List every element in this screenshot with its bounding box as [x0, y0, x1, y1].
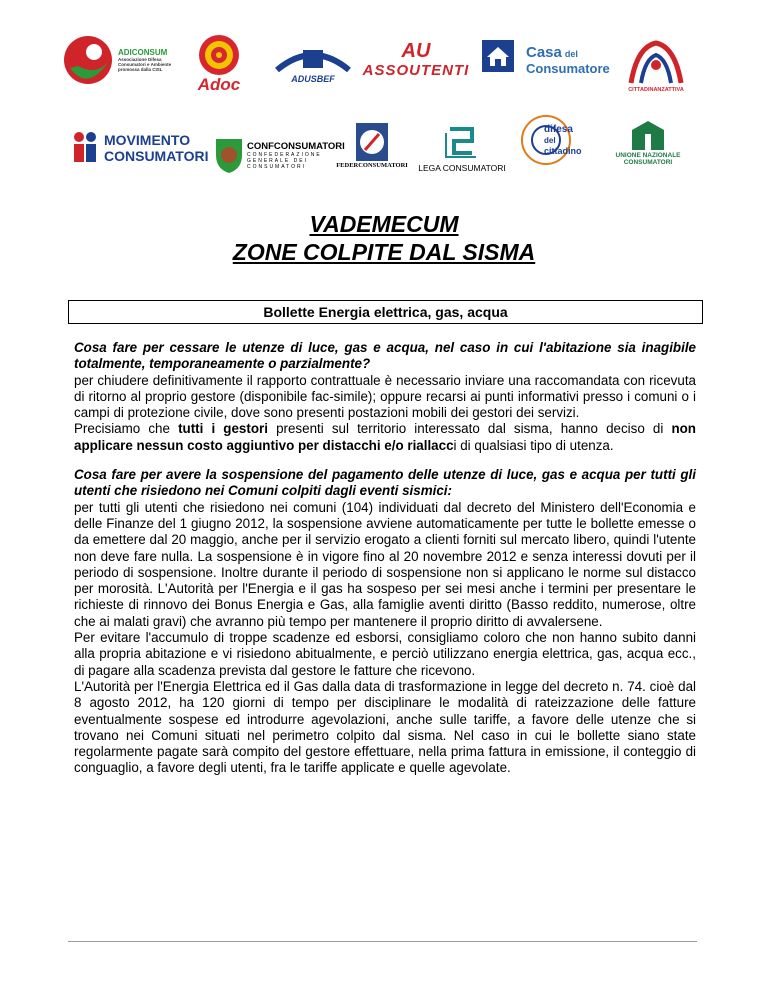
lega-consumatori-icon — [442, 123, 482, 163]
answer-2-paragraph-3: L'Autorità per l'Energia Elettrica ed il Gas dalla data di trasformazione in legge del decreto n. 74. cioè dal 8 agosto 2012, ha 120 giorni di tempo per disciplinare le modalità di rateizzazione delle fatture eventualmente sospese ed introdurre agevolazioni, anche sulle tariffe, a favore delle utenze che si trovano nei Comuni situati nel perimetro colpito dal sisma. Nel caso in cui le bollette siano state regolarmente pagate sarà compito del gestore effettuare, nella prima fattura in emissione, il conteggio di conguaglio, a favore degli utenti, fra le tariffe applicate e quelle agevolate. — [74, 678, 696, 776]
federconsumatori-compass-icon — [355, 122, 389, 162]
difesa-line1: difesa — [544, 124, 573, 135]
footer-rule — [68, 941, 697, 942]
answer-1-paragraph-2 — [74, 421, 696, 454]
difesa-line2: del — [544, 136, 556, 145]
confconsumatori-line1: CONFCONSUMATORI — [247, 140, 345, 152]
assoutenti-name: ASSOUTENTI — [362, 61, 470, 79]
difesa-cittadino-logo — [516, 108, 592, 178]
unc-logo — [598, 110, 698, 176]
movimento-line1: MOVIMENTO — [104, 132, 191, 148]
answer2-part-c: presenti sul territorio interessato dal sisma, hanno deciso di — [267, 421, 672, 437]
cittadinanzattiva-icon — [627, 37, 685, 87]
house-icon — [481, 39, 515, 73]
lega-consumatori-name: LEGA CONSUMATORI — [418, 163, 506, 173]
cittadinanzattiva-name: CITTADINANZATTIVA — [628, 87, 684, 93]
casa-consumatore-logo — [526, 42, 612, 78]
section-header: Bollette Energia elettrica, gas, acqua — [68, 300, 703, 324]
confconsumatori-line2: CONFEDERAZIONE — [247, 151, 322, 158]
difesa-line3: cittadino — [544, 146, 582, 156]
answer2-part-d: non applicare nessun costo aggiuntivo per distacchi e/o riallacc — [74, 421, 696, 453]
movimento-line2: CONSUMATORI — [104, 148, 209, 164]
adiconsum-mark — [60, 32, 116, 88]
movimento-consumatori-logo — [70, 126, 210, 170]
adiconsum-sub2: Consumatori e Ambiente — [118, 62, 172, 67]
title-line2: ZONE COLPITE DAL SISMA — [232, 239, 536, 265]
federconsumatori-name: FEDERCONSUMATORI — [336, 161, 408, 169]
confconsumatori-line4: CONSUMATORI — [247, 163, 307, 170]
assoutenti-au: AU — [401, 39, 431, 62]
answer-2-paragraph-2: Per evitare l'accumulo di troppe scadenze ed esborsi, consigliamo coloro che non hanno subito danni alla propria abitazione e vi risiedono abitualmente, e perciò utilizzano energia elettrica, gas, acqua ecc., di pagare alla scadenza prevista dal gestore le fatture che ricevono. — [74, 630, 696, 678]
confconsumatori-logo — [214, 130, 345, 180]
title-line1: VADEMECUM — [309, 211, 459, 237]
adoc-sun-icon — [195, 33, 243, 77]
cittadinanzattiva-logo — [618, 30, 694, 100]
adiconsum-sub1: Associazione Difesa — [118, 57, 162, 62]
adoc-name: Adoc — [197, 75, 241, 94]
adusbef-name: ADUSBEF — [291, 74, 335, 84]
answer2-part-b: tutti i gestori — [178, 421, 268, 437]
adusbef-shield-icon — [273, 40, 353, 74]
confconsumatori-shield-icon — [214, 135, 244, 175]
question-1: Cosa fare per cessare le utenze di luce, gas e acqua, nel caso in cui l'abitazione sia inagibile totalmente, temporaneamente o parzialmente? — [74, 340, 696, 372]
adusbef-logo — [272, 38, 354, 86]
movimento-people-icon — [70, 130, 100, 166]
federconsumatori-logo — [336, 114, 408, 176]
consumatore-word: Consumatore — [526, 61, 610, 76]
confconsumatori-line3: GENERALE DEI — [247, 157, 308, 164]
question-2: Cosa fare per avere la sospensione del pagamento delle utenze di luce, gas e acqua per tutti gli utenti che risiedono nei Comuni colpiti dagli eventi sismici: — [74, 467, 696, 499]
adiconsum-sub3: promossa dalla CISL — [118, 67, 163, 72]
answer2-part-a: Precisiamo che — [74, 421, 179, 437]
content — [74, 340, 696, 777]
unc-line2: CONSUMATORI — [623, 159, 673, 166]
del-word: del — [564, 49, 578, 59]
answer-2-paragraph-1: per tutti gli utenti che risiedono nei comuni (104) individuati dal decreto del Ministero dell'Economia e delle Finanze del 1 giugno 2012, la sospensione avviene automaticamente per tutte le bollette emesse o da emettere dal 20 maggio, anche per il servizio erogato a clienti forniti sul mercato libero, quindi l'utente non deve fare nulla. La sospensione è in vigore fino al 20 novembre 2012 e senza interessi dovuti per il periodo di sospensione. Inoltre durante il periodo di sospensione non si applicano le norme sul distacco per morosità. L'Autorità per l'Energia e il gas ha sospeso per sei mesi anche i termini per presentare le richieste di rinnovo dei Bonus Energia e Gas, alla famiglie aventi diritto (Basso reddito, numerose, oltre che ai malati gravi) che avranno più tempo per mantenere il proprio diritto di avvalersene. — [74, 499, 696, 629]
adiconsum-logo — [60, 30, 190, 90]
answer2-part-e: i di qualsiasi tipo di utenza. — [453, 437, 614, 453]
paragraph-gap — [74, 454, 696, 467]
unc-icon — [630, 120, 666, 150]
adoc-logo — [190, 30, 248, 98]
house-logo — [480, 38, 516, 74]
answer-1-paragraph-1: per chiudere definitivamente il rapporto contrattuale è necessario inviare una raccomandata con ricevuta di ritorno al proprio gestore (disponibile fac-simile); oppure recarsi ai punti informativi presso i comuni o i campi di protezione civile, dove sono presenti postazioni mobili dei gestori dei servizi. — [74, 372, 696, 421]
unc-line1: UNIONE NAZIONALE — [615, 152, 681, 159]
casa-word: Casa — [526, 44, 562, 61]
lega-consumatori-logo — [412, 118, 512, 178]
adiconsum-name: ADICONSUM — [118, 48, 168, 57]
assoutenti-logo — [364, 36, 468, 82]
